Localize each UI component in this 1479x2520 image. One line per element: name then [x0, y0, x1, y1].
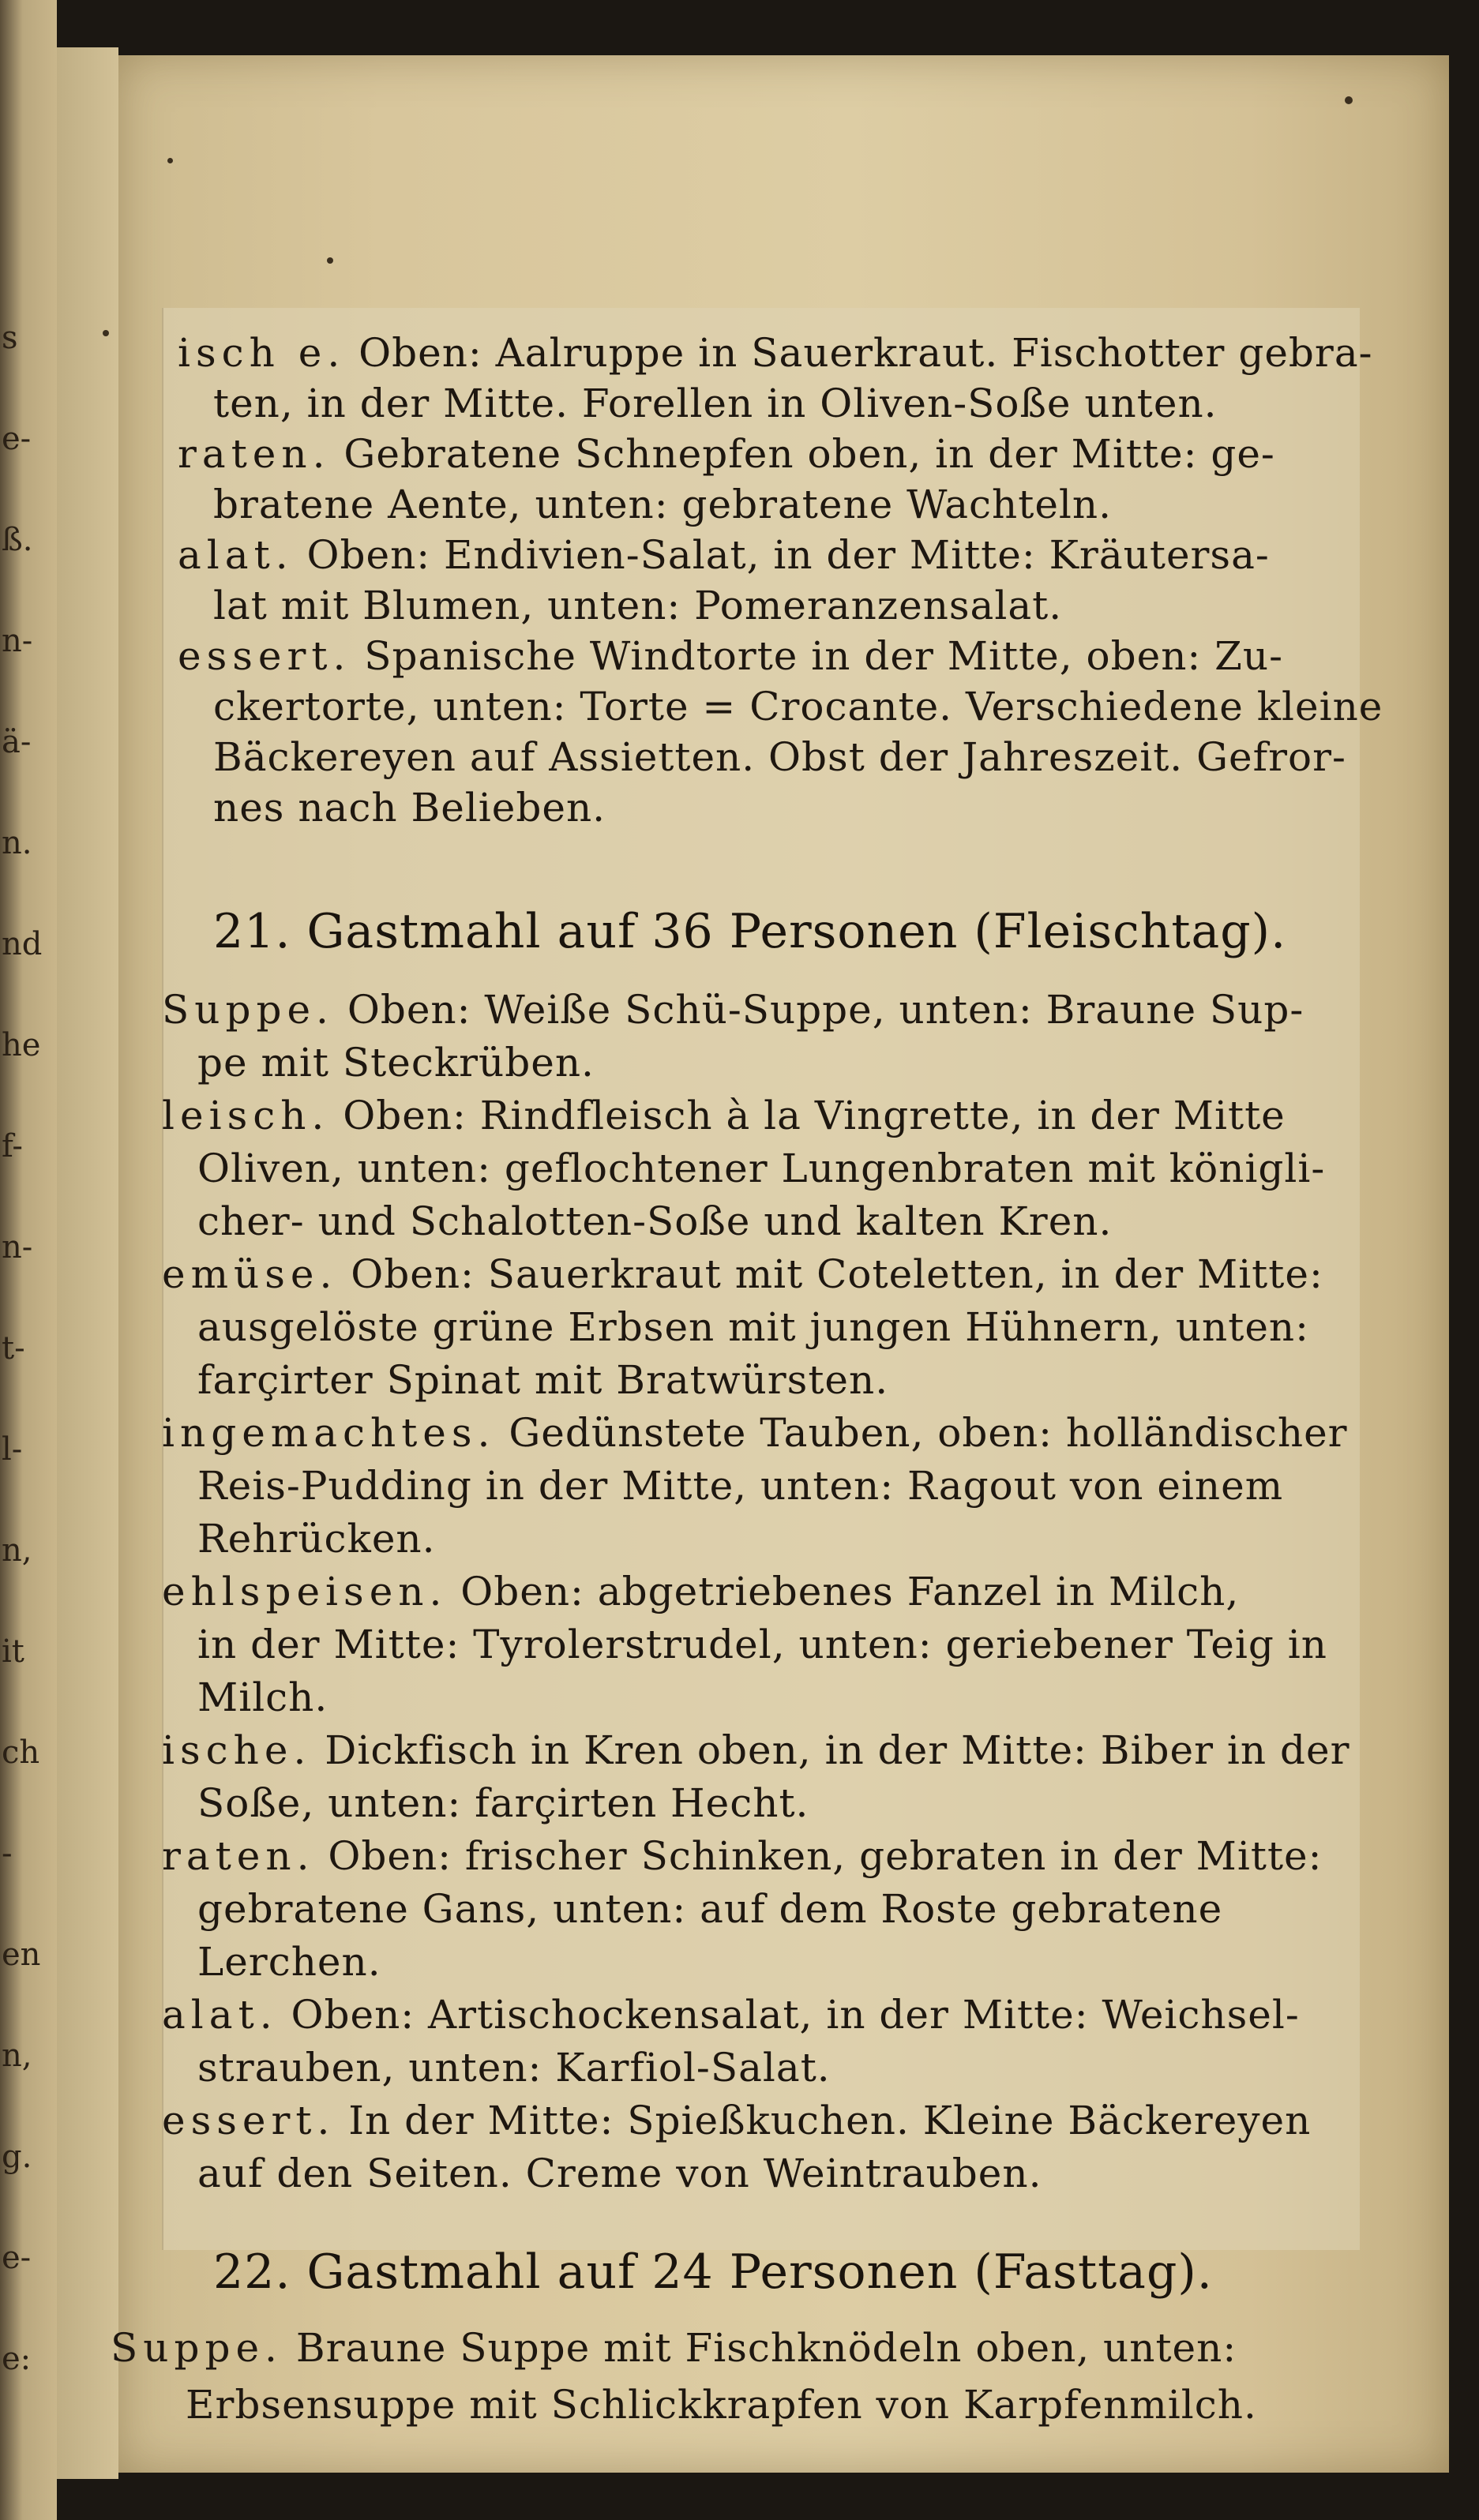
text-line [213, 482, 1112, 527]
line-text: Oben: Artischockensalat, in der Mitte: Weichsel- [277, 1992, 1300, 2038]
text-line [197, 1304, 1309, 1350]
adjacent-page-fragment: he [2, 1027, 41, 1063]
course-label: emüse. [162, 1251, 338, 1297]
adjacent-page-fragment: e- [2, 421, 32, 457]
text-line [197, 1939, 381, 1985]
course-label: ingemachtes. [162, 1410, 496, 1456]
course-label: alat. [178, 532, 294, 578]
text-line [197, 1040, 595, 1086]
text-line [213, 381, 1218, 426]
course-label: alat. [162, 1992, 278, 2038]
adjacent-page-fragment: s [2, 320, 18, 356]
line-text: ten, in der Mitte. Forellen in Oliven-Soße unten. [213, 381, 1218, 426]
text-line [197, 1886, 1222, 1932]
line-text: Lerchen. [197, 1939, 381, 1985]
adjacent-page-fragment: ß. [2, 522, 33, 558]
course-label: ische. [162, 1727, 312, 1773]
text-line [162, 1251, 1323, 1297]
adjacent-page-fragment: ch [2, 1734, 40, 1771]
adjacent-page-fragment: n- [2, 1229, 33, 1266]
text-line [197, 1198, 1112, 1244]
line-text: Erbsensuppe mit Schlickkrapfen von Karpfenmilch. [186, 2382, 1257, 2428]
text-line [111, 2325, 1237, 2371]
line-text: farçirter Spinat mit Bratwürsten. [197, 1357, 889, 1403]
course-label: essert. [162, 2098, 336, 2143]
course-label: essert. [178, 633, 351, 679]
adjacent-page-fragment: l- [2, 1431, 23, 1468]
text-line [213, 583, 1062, 628]
line-text: Oliven, unten: geflochtener Lungenbraten mit königli- [197, 1146, 1326, 1191]
adjacent-page-fragment: f- [2, 1128, 23, 1164]
text-line [213, 684, 1383, 729]
text-line [162, 987, 1304, 1033]
ink-speck [1345, 96, 1353, 104]
text-line [162, 1833, 1322, 1879]
adjacent-page-fragment: - [2, 1836, 13, 1872]
course-label: raten. [178, 431, 331, 477]
line-text: Dickfisch in Kren oben, in der Mitte: Biber in der [311, 1727, 1350, 1773]
adjacent-page-fragment: nd [2, 926, 43, 962]
course-label: Suppe. [162, 987, 334, 1033]
line-text: Reis-Pudding in der Mitte, unten: Ragout von einem [197, 1463, 1284, 1509]
text-line [197, 2045, 831, 2091]
text-line [197, 1780, 809, 1826]
line-text: auf den Seiten. Creme von Weintrauben. [197, 2151, 1042, 2196]
adjacent-page-fragment: e- [2, 2240, 32, 2276]
adjacent-page-fragment: n, [2, 1532, 32, 1569]
adjacent-page-fragment: n- [2, 623, 33, 659]
ink-speck [103, 330, 109, 336]
text-line [213, 785, 606, 831]
text-line [213, 734, 1346, 780]
text-line [197, 1463, 1283, 1509]
line-text: Oben: Rindfleisch à la Vingrette, in der Mitte [329, 1093, 1286, 1138]
line-text: gebratene Gans, unten: auf dem Roste gebratene [197, 1886, 1223, 1932]
line-text: Oben: abgetriebenes Fanzel in Milch, [447, 1569, 1240, 1614]
line-text: Oben: frischer Schinken, gebraten in der Mitte: [314, 1833, 1323, 1879]
section-heading: 22. Gastmahl auf 24 Personen (Fasttag). [213, 2244, 1213, 2300]
text-line [178, 633, 1283, 679]
ink-speck [167, 158, 173, 163]
line-text: Rehrücken. [197, 1516, 436, 1562]
line-text: ckertorte, unten: Torte = Crocante. Verschiedene kleine [213, 684, 1383, 729]
line-text: Spanische Windtorte in der Mitte, oben: Zu- [351, 633, 1283, 679]
text-line [162, 1093, 1286, 1138]
text-line [178, 330, 1373, 376]
adjacent-page-fragment: n, [2, 2038, 32, 2074]
line-text: bratene Aente, unten: gebratene Wachteln. [213, 482, 1112, 527]
line-text: Milch. [197, 1674, 328, 1720]
line-text: In der Mitte: Spießkuchen. Kleine Bäckereyen [335, 2098, 1312, 2143]
text-line [162, 1727, 1349, 1773]
line-text: Braune Suppe mit Fischknödeln oben, unten: [282, 2325, 1237, 2371]
text-line [178, 431, 1275, 477]
line-text: lat mit Blumen, unten: Pomeranzensalat. [213, 583, 1063, 628]
adjacent-page-fragment: en [2, 1937, 41, 1973]
line-text: Oben: Sauerkraut mit Coteletten, in der Mitte: [337, 1251, 1323, 1297]
text-line [162, 1992, 1300, 2038]
course-label: ehlspeisen. [162, 1569, 448, 1614]
line-text: Soße, unten: farçirten Hecht. [197, 1780, 809, 1826]
section-heading: 21. Gastmahl auf 36 Personen (Fleischtag). [213, 904, 1287, 959]
course-label: isch e. [178, 330, 346, 376]
line-text: Oben: Endivien-Salat, in der Mitte: Kräutersa- [293, 532, 1270, 578]
line-text: Gebratene Schnepfen oben, in der Mitte: ge- [330, 431, 1275, 477]
text-line [197, 1516, 436, 1562]
line-text: Oben: Weiße Schü-Suppe, unten: Braune Sup- [333, 987, 1304, 1033]
text-line [197, 2151, 1042, 2196]
text-line [197, 1674, 328, 1720]
line-text: nes nach Belieben. [213, 785, 606, 831]
line-text: pe mit Steckrüben. [197, 1040, 595, 1086]
adjacent-page-fragment: it [2, 1633, 24, 1670]
text-line [186, 2382, 1257, 2428]
adjacent-page-fragment: g. [2, 2139, 32, 2175]
adjacent-page-fragment: t- [2, 1330, 25, 1367]
ink-speck [327, 257, 333, 264]
adjacent-page-fragment: e: [2, 2341, 32, 2377]
line-text: cher- und Schalotten-Soße und kalten Kren. [197, 1198, 1113, 1244]
adjacent-page-fragment: n. [2, 825, 32, 861]
text-line [197, 1146, 1325, 1191]
text-line [162, 2098, 1311, 2143]
line-text: ausgelöste grüne Erbsen mit jungen Hühnern, unten: [197, 1304, 1309, 1350]
text-line [197, 1622, 1327, 1667]
line-text: in der Mitte: Tyrolerstrudel, unten: geriebener Teig in [197, 1622, 1327, 1667]
course-label: Suppe. [111, 2325, 283, 2371]
course-label: leisch. [162, 1093, 330, 1138]
line-text: Oben: Aalruppe in Sauerkraut. Fischotter gebra- [345, 330, 1373, 376]
line-text: strauben, unten: Karfiol-Salat. [197, 2045, 831, 2091]
line-text: Bäckereyen auf Assietten. Obst der Jahreszeit. Gefror- [213, 734, 1346, 780]
line-text: Gedünstete Tauben, oben: holländischer [495, 1410, 1348, 1456]
adjacent-page-fragment: ä- [2, 724, 32, 760]
page-gutter [57, 47, 118, 2479]
text-line [162, 1410, 1348, 1456]
course-label: raten. [162, 1833, 315, 1879]
text-line [197, 1357, 888, 1403]
text-line [162, 1569, 1239, 1614]
text-line [178, 532, 1270, 578]
